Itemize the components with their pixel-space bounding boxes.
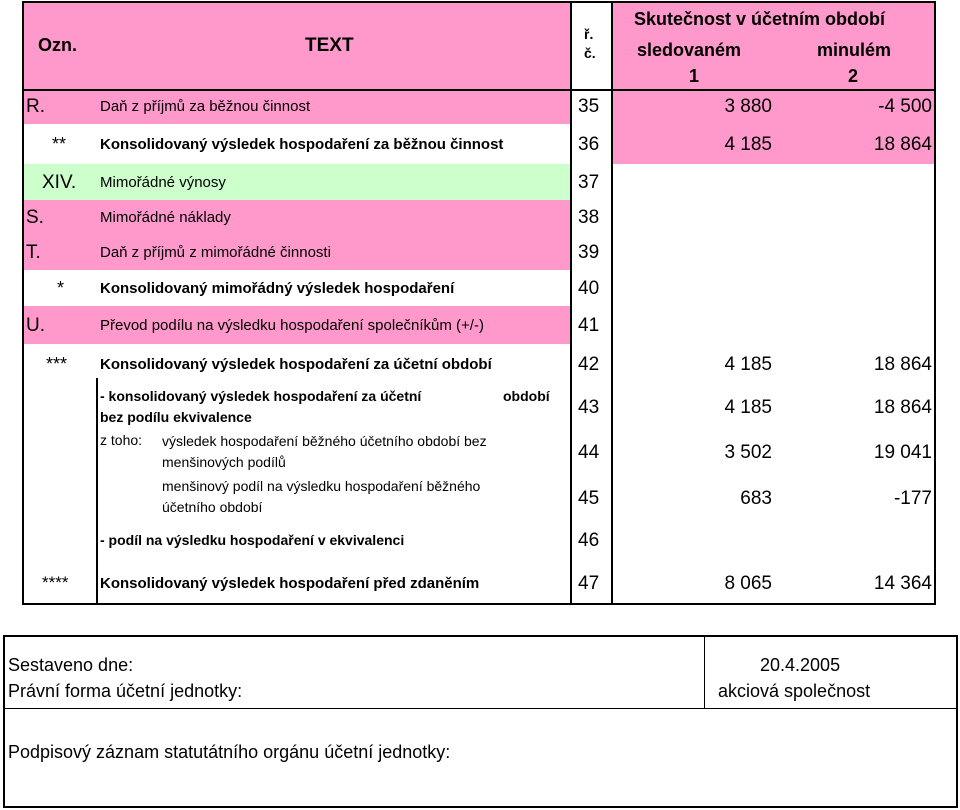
row-45-line2: účetního období [162, 499, 263, 515]
row-44-line2: menšinových podílů [162, 454, 286, 470]
header-col2-num: 2 [848, 66, 859, 86]
row-r-text: Daň z příjmů za běžnou činnost [100, 98, 311, 115]
row-47-v2: 14 364 [873, 573, 932, 594]
row-xiv-text: Mimořádné výnosy [100, 174, 226, 191]
row-42-ozn: *** [46, 354, 68, 374]
row-43-rc: 43 [578, 397, 600, 418]
row-43-line1: - konsolidovaný výsledek hospodaření za účetní [100, 388, 422, 404]
footer-forma-label: Právní forma účetní jednotky: [8, 681, 243, 701]
header-text: TEXT [305, 35, 354, 56]
header-col2-label: minulém [817, 40, 892, 60]
row-45-line1: menšinový podíl na výsledku hospodaření běžného [162, 478, 481, 494]
row-46-rc: 46 [578, 530, 600, 551]
row-u-ozn: U. [26, 315, 45, 336]
row-44-v2: 19 041 [873, 442, 932, 463]
row-43-v1: 4 185 [724, 397, 772, 418]
footer-forma-value: akciová společnost [718, 681, 871, 701]
row-45-v1: 683 [740, 488, 772, 509]
row-47-v1: 8 065 [724, 573, 772, 594]
row-t-rc: 39 [578, 242, 600, 263]
row-t-ozn: T. [26, 242, 41, 263]
header-col1-label: sledovaném [637, 40, 742, 60]
row-u-text: Převod podílu na výsledku hospodaření společníkům (+/-) [100, 317, 484, 334]
row-42-v2: 18 864 [873, 354, 932, 375]
row-40-rc: 40 [578, 278, 600, 299]
footer-sestaveno-label: Sestaveno dne: [8, 655, 134, 675]
row-46-text: - podíl na výsledku hospodaření v ekvivalenci [100, 532, 405, 548]
row-40-ozn: * [57, 278, 65, 298]
row-44-z-toho: z toho: [100, 432, 143, 448]
row-36-ozn: ** [52, 134, 67, 154]
row-xiv-ozn: XIV. [42, 172, 77, 193]
row-42-text: Konsolidovaný výsledek hospodaření za účetní období [100, 356, 492, 373]
row-47-rc: 47 [578, 573, 600, 594]
row-s-ozn: S. [26, 207, 44, 228]
row-36-v2: 18 864 [873, 134, 932, 155]
header-rc-bottom: č. [584, 45, 596, 61]
row-s-text: Mimořádné náklady [100, 209, 231, 226]
row-s-rc: 38 [578, 207, 600, 228]
row-r-v1: 3 880 [724, 96, 772, 117]
row-44-rc: 44 [578, 442, 600, 463]
header-ozn: Ozn. [38, 35, 77, 55]
row-44-v1: 3 502 [724, 442, 772, 463]
row-43-v2: 18 864 [873, 397, 932, 418]
row-45-rc: 45 [578, 488, 600, 509]
footer-podpis-label: Podpisový záznam statutátního orgánu účetní jednotky: [8, 742, 451, 762]
row-47-ozn: **** [42, 573, 69, 592]
row-47-text: Konsolidovaný výsledek hospodaření před zdaněním [100, 575, 480, 592]
header-col1-num: 1 [689, 66, 700, 86]
row-42-v1: 4 185 [724, 354, 772, 375]
row-45-v2: -177 [893, 488, 932, 509]
row-r-rc: 35 [578, 96, 600, 117]
row-36-rc: 36 [578, 134, 600, 155]
row-43-line1-tail: období [503, 388, 550, 404]
row-36-v1: 4 185 [724, 134, 772, 155]
row-36-text: Konsolidovaný výsledek hospodaření za běžnou činnost [100, 136, 504, 153]
footer-sestaveno-value: 20.4.2005 [760, 655, 841, 675]
row-43-line2: bez podílu ekvivalence [100, 409, 252, 425]
row-r-ozn: R. [26, 96, 45, 117]
row-u-rc: 41 [578, 315, 600, 336]
row-42-rc: 42 [578, 354, 600, 375]
row-40-text: Konsolidovaný mimořádný výsledek hospodaření [100, 280, 455, 297]
row-r-v2: -4 500 [878, 96, 932, 117]
header-rc-top: ř. [584, 26, 594, 42]
row-44-line1: výsledek hospodaření běžného účetního období bez [162, 433, 487, 449]
row-t-text: Daň z příjmů z mimořádné činnosti [100, 244, 331, 261]
row-xiv-rc: 37 [578, 172, 600, 193]
header-fill-left [23, 2, 571, 90]
header-period-title: Skutečnost v účetním období [634, 9, 886, 29]
